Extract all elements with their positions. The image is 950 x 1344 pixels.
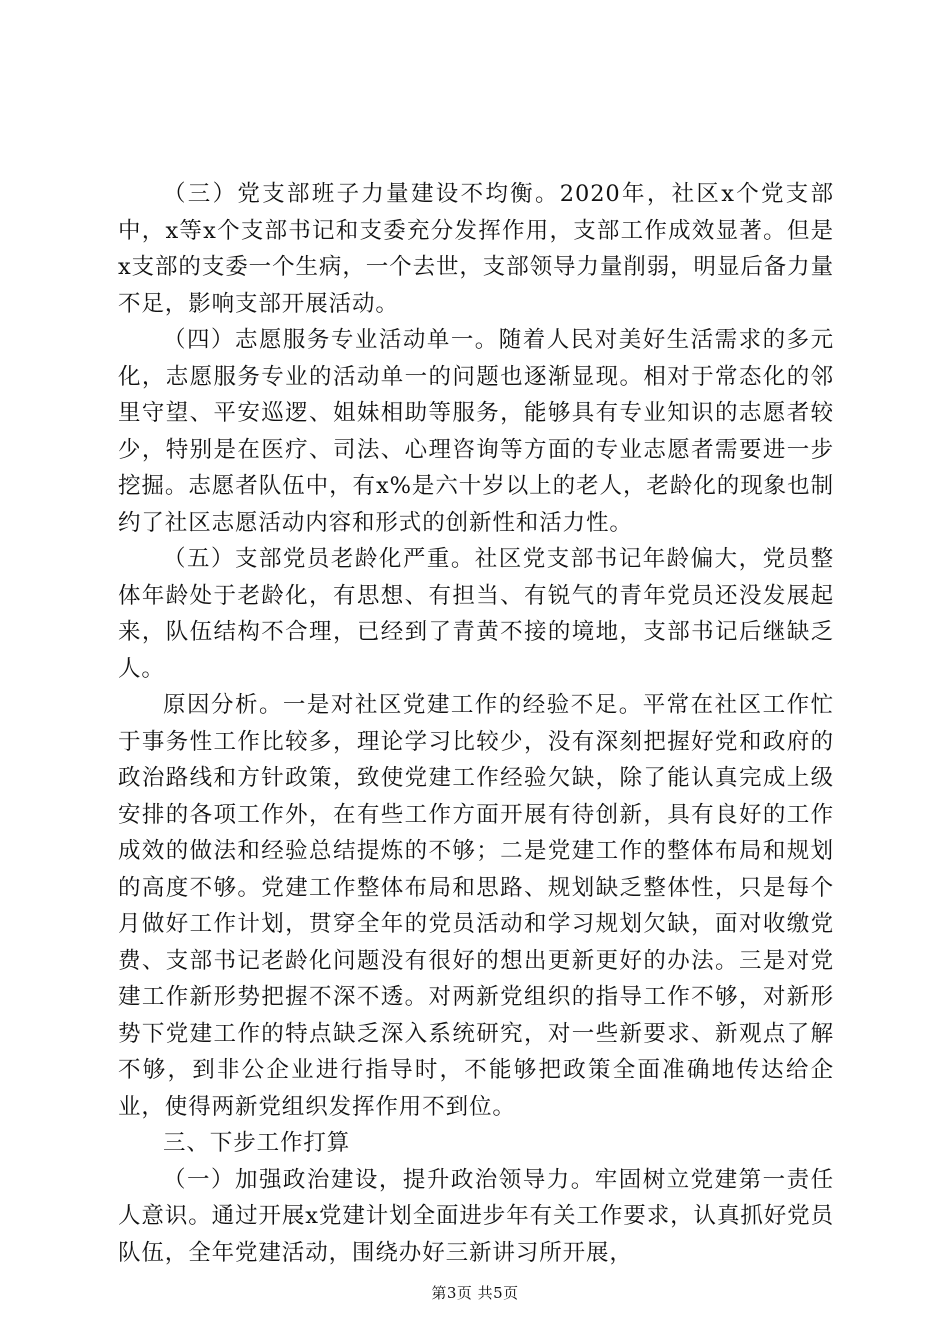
paragraph-political-building: （一）加强政治建设，提升政治领导力。牢固树立党建第一责任人意识。通过开展x党建计划全面进步年有关工作要求，认真抓好党员队伍，全年党建活动，围绕办好三新讲习所开展， — [118, 1166, 834, 1266]
paragraph-volunteer-service: （四）志愿服务专业活动单一。随着人民对美好生活需求的多元化，志愿服务专业的活动单一的问题也逐渐显现。相对于常态化的邻里守望、平安巡逻、姐妹相助等服务，能够具有专业知识的志愿者较少，特别是在医疗、司法、心理咨询等方面的专业志愿者需要进一步挖掘。志愿者队伍中，有x%是六十岁以上的老人，老龄化的现象也制约了社区志愿活动内容和形式的创新性和活力性。 — [118, 327, 834, 536]
paragraph-branch-team-imbalance: （三）党支部班子力量建设不均衡。2020年，社区x个党支部中，x等x个支部书记和支委充分发挥作用，支部工作成效显著。但是x支部的支委一个生病，一个去世，支部领导力量削弱，明显后备力量不足，影响支部开展活动。 — [118, 181, 834, 317]
paragraph-member-aging: （五）支部党员老龄化严重。社区党支部书记年龄偏大，党员整体年龄处于老龄化，有思想、有担当、有锐气的青年党员还没发展起来，队伍结构不合理，已经到了青黄不接的境地，支部书记后继缺乏人。 — [118, 546, 834, 682]
paragraph-cause-analysis: 原因分析。一是对社区党建工作的经验不足。平常在社区工作忙于事务性工作比较多，理论学习比较少，没有深刻把握好党和政府的政治路线和方针政策，致使党建工作经验欠缺，除了能认真完成上级安排的各项工作外，在有些工作方面开展有待创新，具有良好的工作成效的做法和经验总结提炼的不够；二是党建工作的整体布局和规划的高度不够。党建工作整体布局和思路、规划缺乏整体性，只是每个月做好工作计划，贯穿全年的党员活动和学习规划欠缺，面对收缴党费、支部书记老龄化问题没有很好的想出更新更好的办法。三是对党建工作新形势把握不深不透。对两新党组织的指导工作不够，对新形势下党建工作的特点缺乏深入系统研究，对一些新要求、新观点了解不够，到非公企业进行指导时，不能够把政策全面准确地传达给企业，使得两新党组织发挥作用不到位。 — [118, 692, 834, 1120]
page-number-footer: 第3页 共5页 — [431, 1284, 519, 1302]
section-heading-next-steps: 三、下步工作打算 — [163, 1130, 351, 1156]
document-body — [118, 176, 834, 1271]
